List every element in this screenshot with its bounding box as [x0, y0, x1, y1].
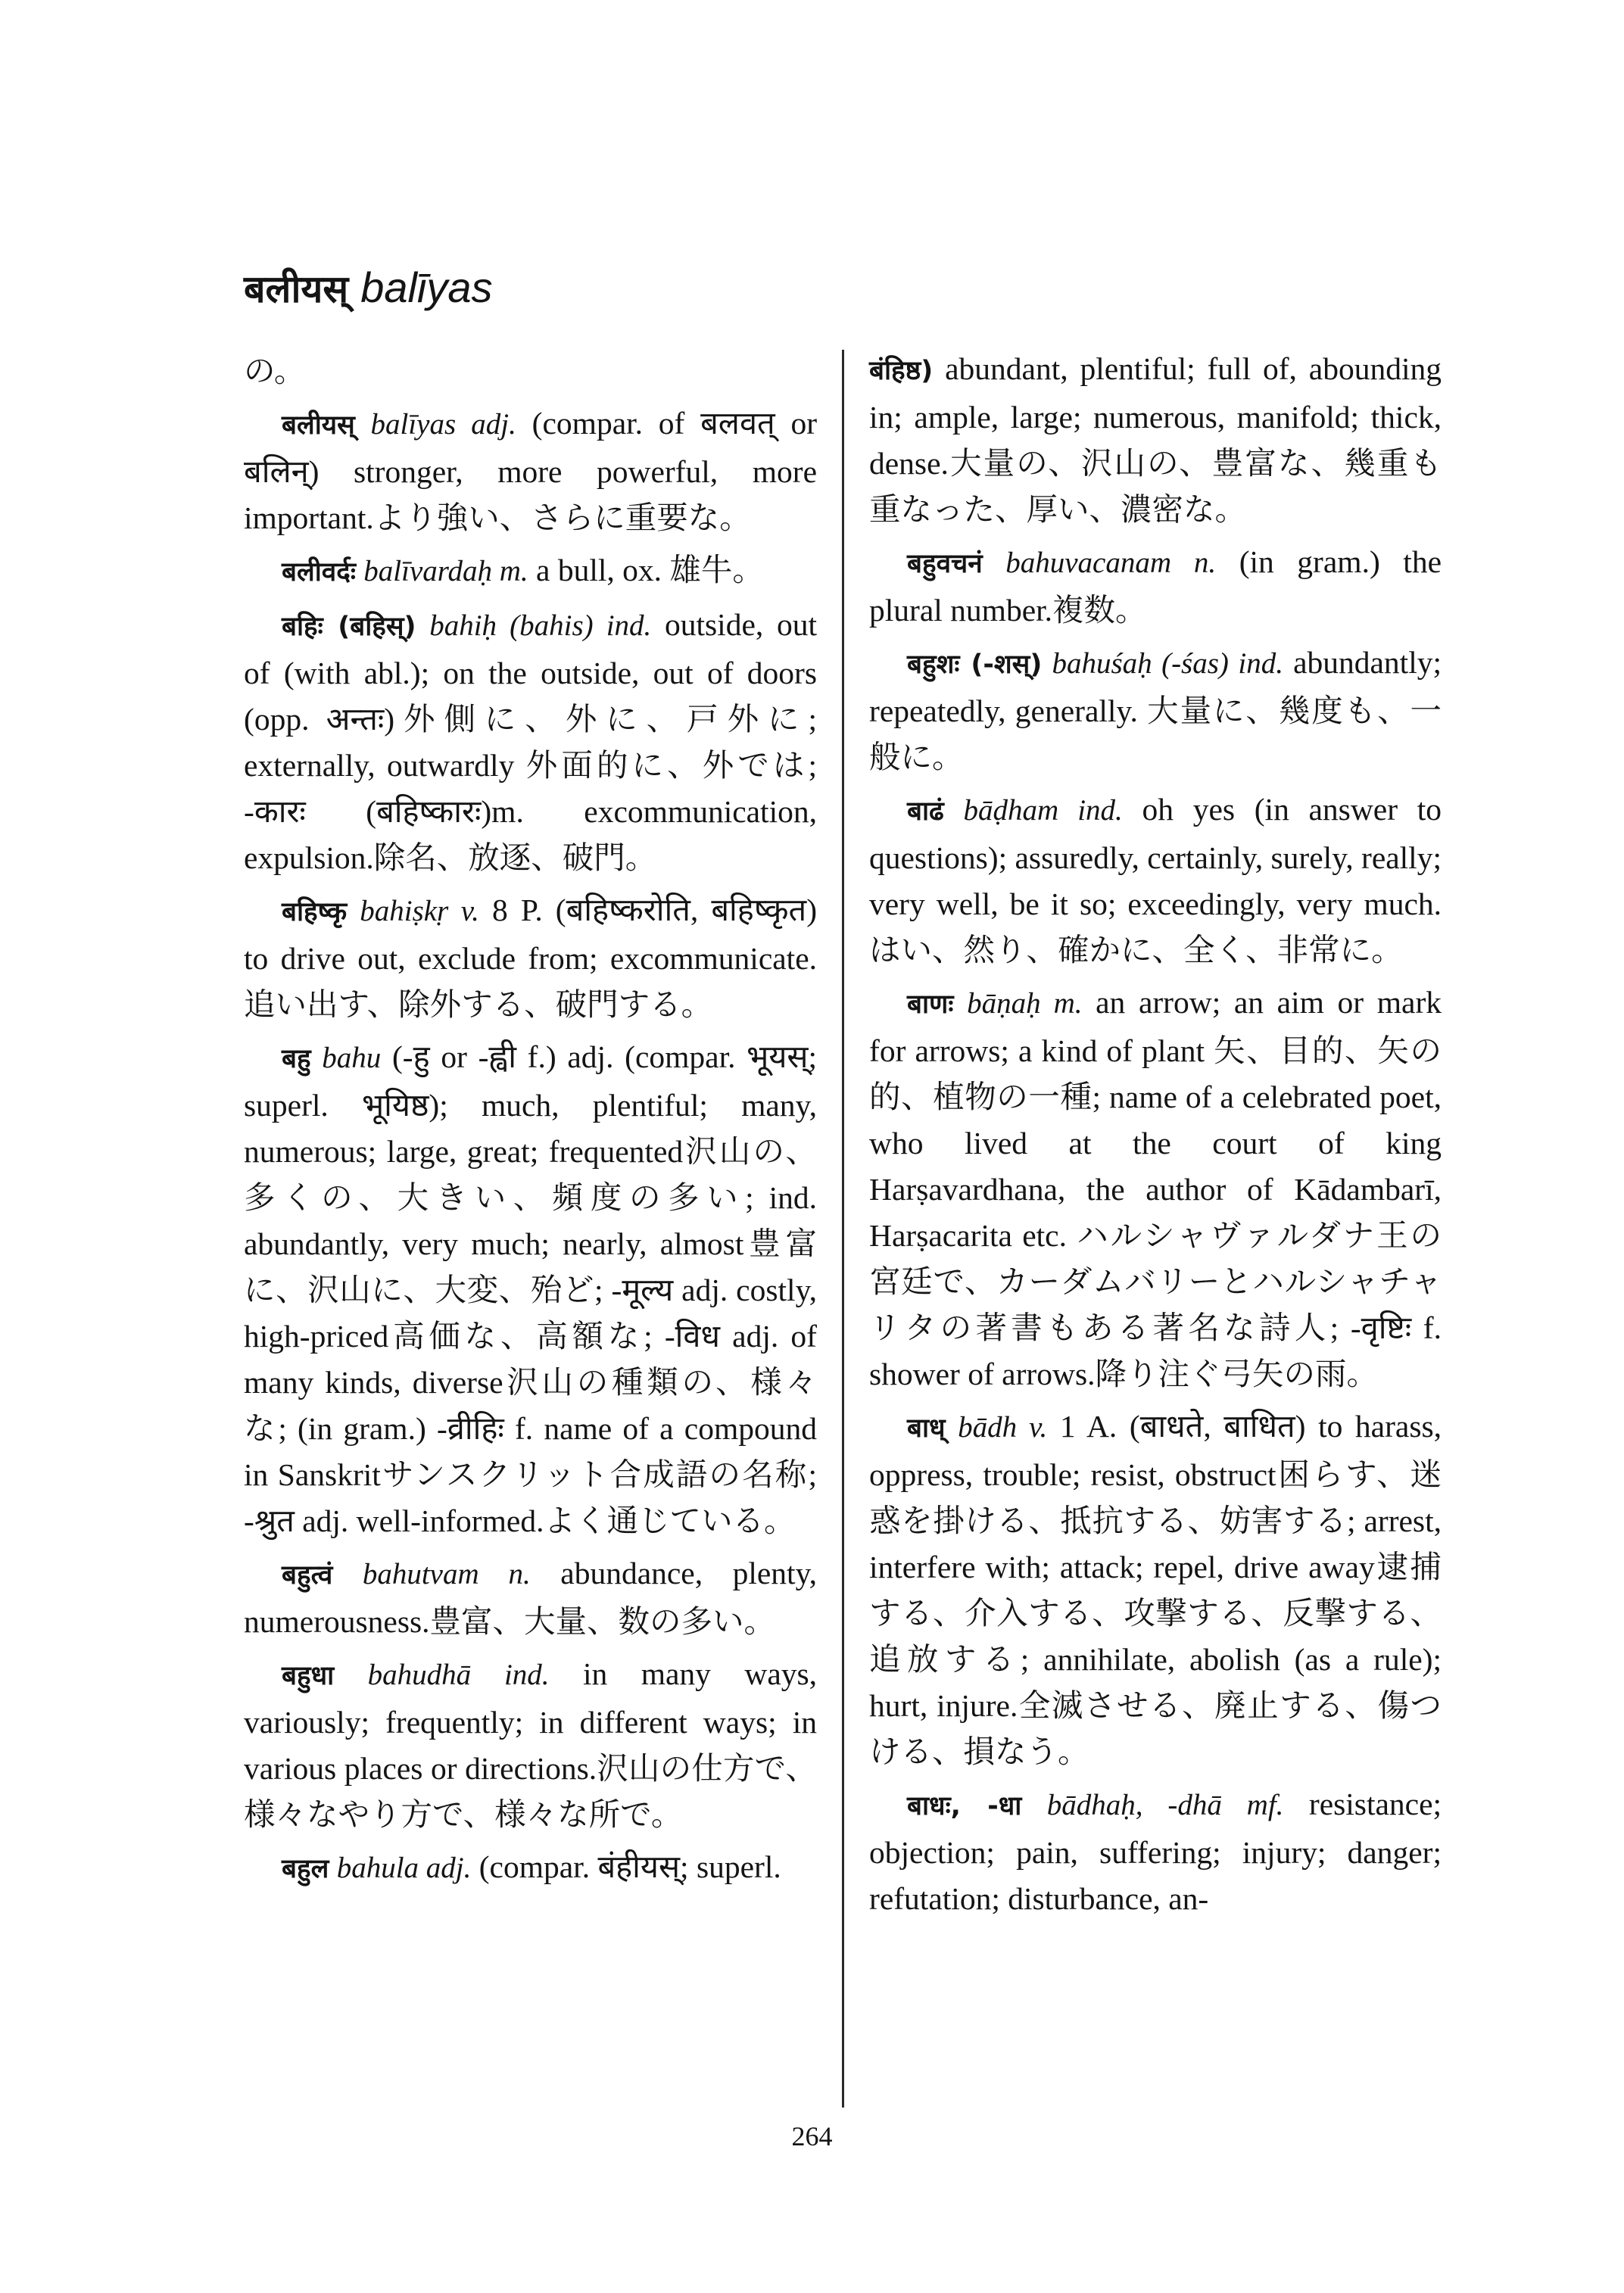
entry-definition: a bull, ox. 雄牛。 [536, 553, 764, 587]
entry-definition: 1 A. (बाधते, बाधित) to harass, oppress, trouble; resist, obstruct困らす、迷惑を掛ける、抵抗する、妨害する; arrest, interfere with; attack; repel, drive away逮捕する、介入する、攻撃する、反撃する、追放する; annihilate, abolish (as a rule); hurt, injure.全滅させる、廃止する、傷つける、損なう。 [869, 1409, 1442, 1769]
entry-definition: (compar. बंहीयस्; superl. [478, 1849, 781, 1884]
entry-definition: in many ways, variously; frequently; in different ways; in various places or directions.沢山の仕方で、様々なやり方で、様々な所で。 [244, 1656, 818, 1832]
entry-definition: の。 [244, 354, 306, 388]
entry-headword-romanized: bāṇaḥ m. [967, 987, 1083, 1020]
entry-headword-devanagari: बंहिष्ठ) [869, 356, 934, 386]
dictionary-entry [244, 1550, 817, 1645]
entry-definition: abundant, plentiful; full of, abounding in; ample, large; numerous, manifold; thick, dense.大量の、沢山の、豊富な、幾重も重なった、厚い、濃密な。 [869, 351, 1442, 527]
entry-headword-devanagari: बहु [282, 1044, 311, 1074]
running-head [244, 261, 493, 316]
entry-headword-romanized: bahuvacanam n. [1005, 547, 1217, 579]
dictionary-entry [869, 1781, 1442, 1922]
entry-headword-romanized: bahula adj. [336, 1852, 472, 1884]
entry-headword-romanized: bādh v. [958, 1411, 1048, 1444]
dictionary-entry [869, 1404, 1442, 1775]
entry-definition: abundantly; repeatedly, generally. 大量に、幾度も、一般に。 [869, 645, 1442, 774]
dictionary-entry [244, 400, 817, 541]
entry-definition: oh yes (in answer to questions); assuredly, certainly, surely, really; very well, be it so; exceedingly, very much.はい、然り、確かに、全く、非常に。 [869, 792, 1442, 967]
entry-headword-devanagari: बाढं [907, 796, 944, 827]
entry-headword-devanagari: बाणः [907, 989, 954, 1020]
entry-headword-devanagari: बाधः, -धा [907, 1791, 1022, 1821]
entry-headword-romanized: bahiḥ (bahis) ind. [429, 609, 652, 642]
page-number: 264 [791, 2121, 833, 2151]
dictionary-entry [869, 640, 1442, 780]
dictionary-entry [244, 602, 817, 881]
entry-headword-devanagari: बहिष्कृ [282, 897, 348, 927]
dictionary-entry [244, 887, 817, 1028]
entry-headword-devanagari: बहुशः (-शस्) [907, 650, 1043, 680]
dictionary-entry [244, 547, 817, 596]
entry-headword-romanized: bahutvam n. [362, 1558, 531, 1590]
entry-headword-devanagari: बहुल [282, 1854, 329, 1884]
entry-definition: an arrow; an aim or mark for arrows; a kind of plant 矢、目的、矢の的、植物の一種; name of a celebrated poet, who lived at the court of king Harṣavardhana, the author of Kādambarī, Harṣacarita etc. ハルシャヴァルダナ王の宮廷で、カーダムバリーとハルシャチャリタの著書もある著名な詩人; -वृष्टिः f. shower of arrows.降り注ぐ弓矢の雨。 [869, 985, 1442, 1391]
entry-definition: (in gram.) the plural number.複数。 [869, 544, 1442, 628]
entry-headword-devanagari: बहुधा [282, 1661, 335, 1691]
entry-headword-devanagari: बलीयस् [282, 410, 355, 441]
entry-headword-devanagari: बाध् [907, 1413, 946, 1444]
dictionary-entry [244, 348, 817, 394]
entry-headword-devanagari: बहिः (बहिस्) [282, 612, 416, 642]
entry-headword-devanagari: बहुवचनं [907, 549, 983, 579]
dictionary-entry [244, 1034, 817, 1544]
dictionary-entry [244, 1651, 817, 1838]
left-column [244, 348, 817, 1899]
dictionary-entry [869, 787, 1442, 974]
dictionary-entry [869, 539, 1442, 634]
entry-headword-romanized: bahu [322, 1042, 382, 1074]
entry-headword-romanized: bahiṣkṛ v. [360, 895, 479, 927]
column-divider [842, 350, 844, 2108]
entry-headword-romanized: bahudhā ind. [367, 1659, 550, 1691]
right-column [869, 346, 1442, 1928]
entry-headword-romanized: bāḍham ind. [963, 794, 1123, 827]
running-head-romanized: balīyas [360, 263, 493, 311]
entry-headword-devanagari: बलीवर्दः [282, 557, 356, 587]
running-head-devanagari: बलीयस् [244, 267, 349, 311]
entry-headword-romanized: bādhaḥ, -dhā mf. [1046, 1789, 1284, 1821]
entry-definition: (-हु or -ह्वी f.) adj. (compar. भूयस्; superl. भूयिष्ठ); much, plentiful; many, numerous; large, great; frequented沢山の、多くの、大きい、頻度の多い; ind. abundantly, very much; nearly, almost豊富に、沢山に、大変、殆ど; -मूल्य adj. costly, high-priced高価な、高額な; -विध adj. of many kinds, diverse沢山の種類の、様々な; (in gram.) -व्रीहिः f. name of a compound in Sanskritサンスクリット合成語の名称; -श्रुत adj. well-informed.よく通じている。 [244, 1039, 817, 1538]
dictionary-entry [244, 1844, 817, 1893]
entry-definition: 8 P. (बहिष्करोति, बहिष्कृत) to drive out, exclude from; excommunicate.追い出す、除外する、破門する。 [244, 893, 818, 1022]
entry-headword-devanagari: बहुत्वं [282, 1560, 333, 1590]
entry-definition: resistance; objection; pain, suffering; injury; danger; refutation; disturbance, an- [869, 1787, 1442, 1916]
dictionary-entry [869, 980, 1442, 1397]
entry-headword-romanized: bahuśaḥ (-śas) ind. [1052, 647, 1283, 680]
entry-headword-romanized: balīvardaḥ m. [363, 555, 528, 587]
entry-definition: outside, out of (with abl.); on the outside, out of doors (opp. अन्तः)外側に、外に、戸外に; externally, outwardly 外面的に、外では; -कारः (बहिष्कारः)m. excommunication, expulsion.除名、放逐、破門。 [244, 607, 817, 875]
entry-headword-romanized: balīyas adj. [370, 408, 516, 441]
dictionary-entry [869, 346, 1442, 533]
entry-definition: (compar. of बलवत् or बलिन्) stronger, more powerful, more important.より強い、さらに重要な。 [244, 406, 818, 535]
entry-definition: abundance, plenty, numerousness.豊富、大量、数の多い。 [244, 1556, 818, 1639]
